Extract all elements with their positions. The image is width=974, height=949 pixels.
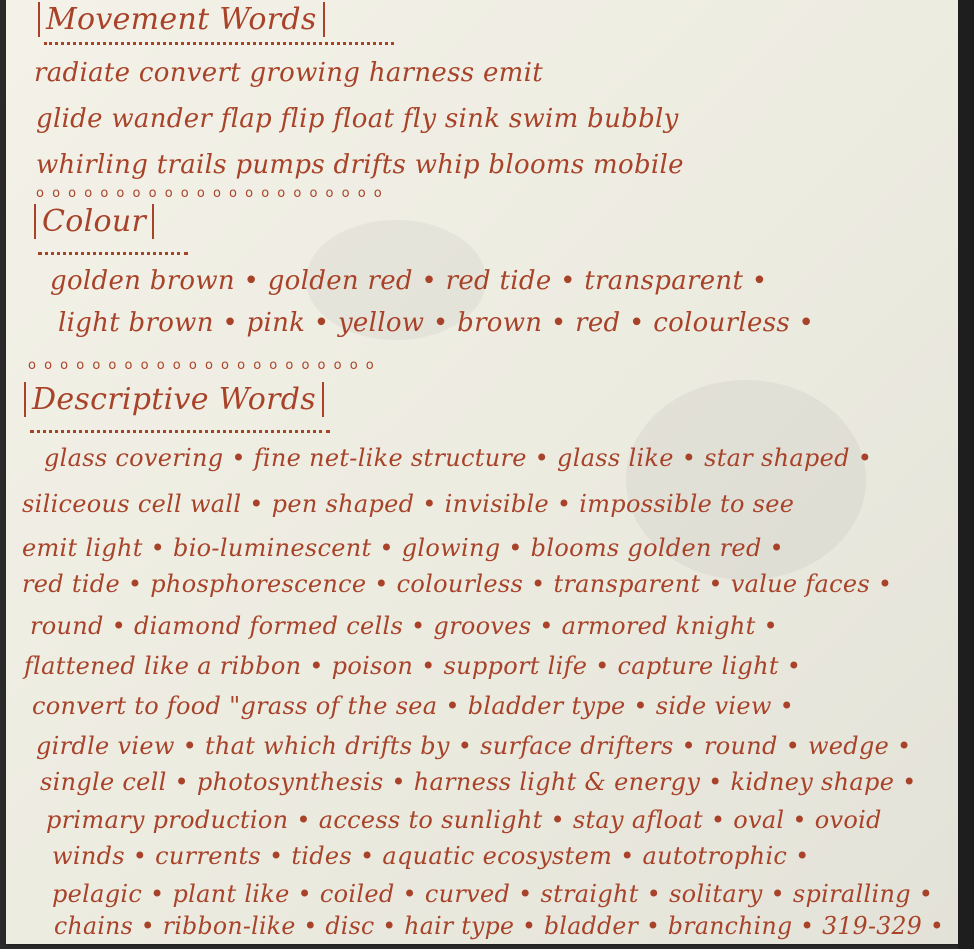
heading-underline (30, 424, 330, 433)
descriptive-line-1: glass covering • fine net-like structure • glass like • star shaped • (44, 444, 873, 472)
descriptive-line-9: single cell • photosynthesis • harness light & energy • kidney shape • (40, 768, 917, 796)
descriptive-line-10: primary production • access to sunlight • stay afloat • oval • ovoid (46, 806, 882, 834)
decorative-circle-row: o o o o o o o o o o o o o o o o o o o o o o (28, 358, 376, 373)
descriptive-line-6: flattened like a ribbon • poison • support life • capture light • (24, 652, 802, 680)
decorative-circle-row: o o o o o o o o o o o o o o o o o o o o o o (36, 186, 384, 201)
descriptive-line-13: chains • ribbon-like • disc • hair type • bladder • branching • 319-329 • (54, 912, 945, 940)
heading-underline (44, 36, 394, 45)
descriptive-line-8: girdle view • that which drifts by • surface drifters • round • wedge • (36, 732, 912, 760)
descriptive-line-7: convert to food "grass of the sea • bladder type • side view • (32, 692, 795, 720)
notebook-edge (958, 0, 974, 949)
notebook-page (6, 0, 958, 944)
descriptive-line-3: emit light • bio-luminescent • glowing • blooms golden red • (22, 534, 784, 562)
heading-underline (38, 246, 188, 255)
descriptive-line-2: siliceous cell wall • pen shaped • invisible • impossible to see (22, 490, 795, 518)
descriptive-heading: Descriptive Words (24, 382, 324, 417)
descriptive-line-11: winds • currents • tides • aquatic ecosystem • autotrophic • (52, 842, 810, 870)
colour-heading: Colour (34, 204, 154, 239)
descriptive-line-12: pelagic • plant like • coiled • curved • straight • solitary • spiralling • (52, 880, 934, 908)
movement-line-3: whirling trails pumps drifts whip blooms mobile (36, 150, 684, 180)
movement-line-1: radiate convert growing harness emit (34, 58, 543, 88)
descriptive-line-4: red tide • phosphorescence • colourless • transparent • value faces • (22, 570, 893, 598)
colour-line-2: light brown • pink • yellow • brown • red • colourless • (58, 308, 815, 338)
colour-line-1: golden brown • golden red • red tide • transparent • (50, 266, 768, 296)
movement-line-2: glide wander flap flip float fly sink swim bubbly (36, 104, 679, 134)
descriptive-line-5: round • diamond formed cells • grooves • armored knight • (30, 612, 779, 640)
movement-heading: Movement Words (38, 2, 325, 37)
